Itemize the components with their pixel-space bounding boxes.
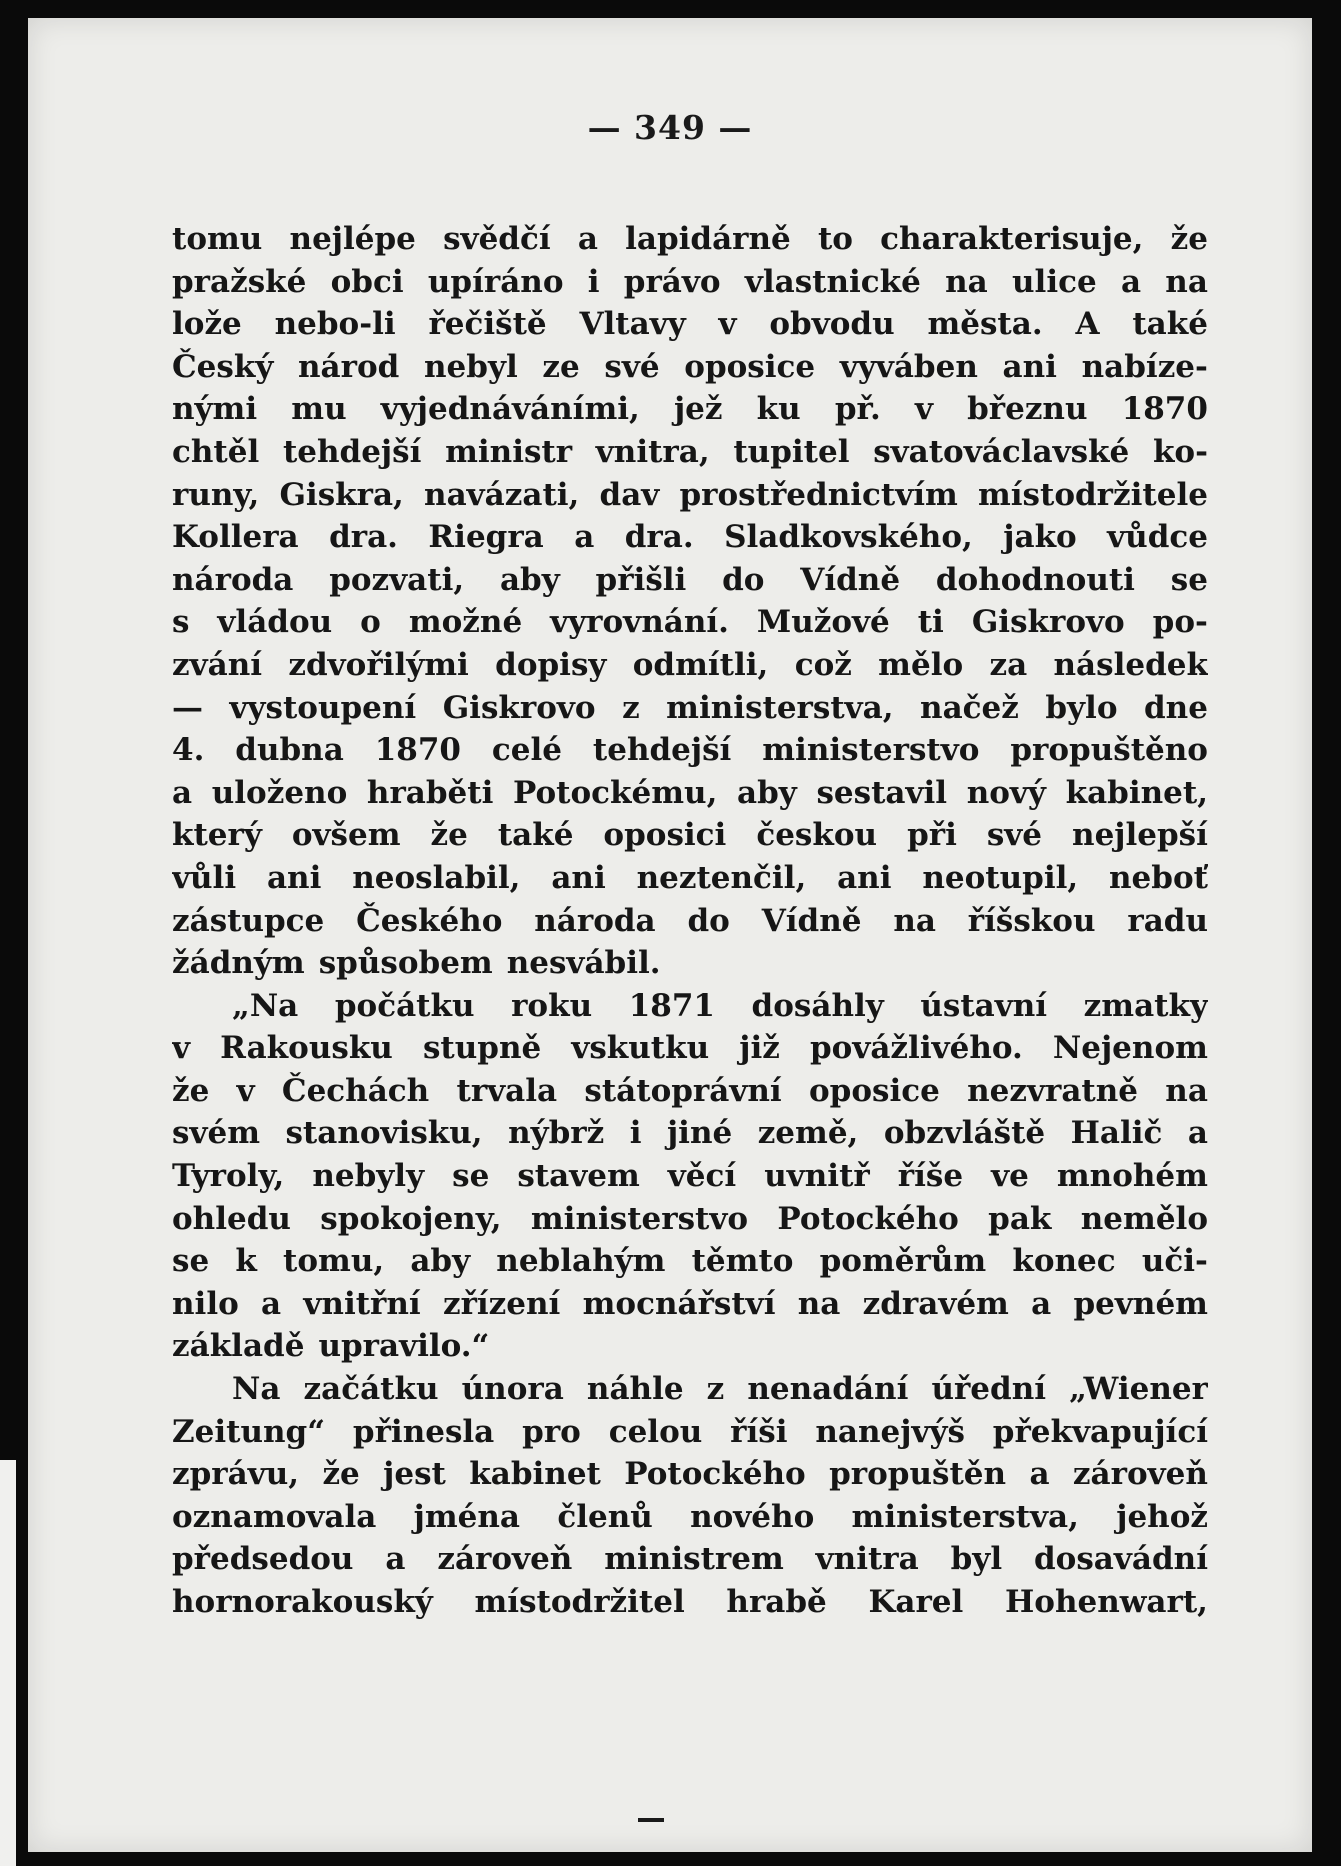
word: neboť (1109, 859, 1208, 896)
word: nebyly (312, 1158, 425, 1195)
word: hraběti (366, 774, 494, 811)
word: národa (172, 561, 294, 598)
word: neztenčil, (636, 859, 807, 896)
word: hornorakouský (172, 1584, 433, 1620)
bottom-dash-mark (638, 1818, 664, 1822)
word: lože (172, 306, 242, 343)
word: zprávu, (172, 1456, 300, 1493)
word: ani (1002, 348, 1057, 385)
word: věcí (667, 1158, 737, 1195)
word: ministerstvo (530, 1200, 749, 1237)
word: tehdejší (592, 732, 732, 769)
word: vlastnické (744, 263, 921, 300)
page-number: — 349 — (587, 108, 753, 147)
word: Potockého (624, 1456, 806, 1493)
word: nými (172, 391, 258, 428)
word: o (360, 604, 381, 641)
word: Tyroly, (172, 1158, 285, 1195)
word: členů (557, 1498, 653, 1535)
word: země, (757, 1115, 859, 1152)
word: který (172, 817, 262, 854)
word: následek (1053, 646, 1208, 683)
word: březnu (967, 391, 1088, 428)
word: chtěl (172, 433, 260, 470)
word: s (172, 604, 190, 641)
word: ústavní (920, 987, 1048, 1024)
word: jest (383, 1456, 446, 1493)
word: nový (966, 774, 1046, 811)
word: za (989, 646, 1028, 683)
text-line (172, 303, 1208, 346)
word: dopisy (495, 646, 607, 683)
word: hrabě (726, 1584, 827, 1620)
text-line (172, 1283, 1208, 1326)
word: ministerstva, (851, 1498, 1079, 1535)
text-line (172, 1027, 1208, 1070)
text-line (172, 857, 1208, 900)
text-line (172, 985, 1208, 1028)
word: ministr (445, 433, 573, 470)
word: že (172, 1072, 210, 1109)
word: že (1170, 221, 1208, 257)
word: spokojeny, (320, 1200, 502, 1237)
word: Halič (1070, 1115, 1163, 1152)
word: zřízení (442, 1285, 561, 1322)
word: na (945, 263, 988, 300)
word: v (718, 306, 737, 343)
word: nezvratně (967, 1072, 1138, 1109)
word: př. (834, 391, 881, 428)
word: 4. (172, 732, 205, 769)
word: neoslabil, (352, 859, 521, 896)
word: Giskrovo (442, 689, 596, 726)
word: ku (756, 391, 801, 428)
word: státoprávní (584, 1072, 782, 1109)
text-line (172, 644, 1208, 687)
word: kabinet, (1065, 774, 1208, 811)
word: a (577, 221, 598, 257)
text-line (172, 1112, 1208, 1155)
word: vnitra (815, 1541, 919, 1578)
word: povážlivého. (809, 1030, 1023, 1067)
word: Zeitung“ (172, 1413, 326, 1450)
word: při (907, 817, 957, 854)
word: začátku (303, 1371, 439, 1408)
word: spůsobem (318, 945, 493, 982)
word: vyjednáváními, (380, 391, 640, 428)
word: zmatky (1083, 987, 1208, 1024)
word: Vídně (761, 902, 862, 939)
word: „Na (232, 987, 299, 1024)
word: jehož (1116, 1498, 1208, 1535)
word: z (706, 1371, 725, 1408)
text-line (172, 1496, 1208, 1539)
word: říši (730, 1413, 788, 1450)
word: zároveň (1072, 1456, 1208, 1493)
word: právo (623, 263, 721, 300)
word: upíráno (427, 263, 564, 300)
word: dra. (624, 519, 694, 556)
word: vnitřní (303, 1285, 421, 1322)
word: zvání (172, 646, 263, 683)
word: nesvábil. (506, 945, 661, 982)
word: Český (172, 348, 274, 385)
word: přinesla (352, 1413, 495, 1450)
word: vystoupení (229, 689, 417, 726)
word: ani (266, 859, 322, 896)
word: nabíze- (1081, 348, 1208, 385)
word: tupitel (733, 433, 850, 470)
word: národ (298, 348, 400, 385)
word: dubna (235, 732, 344, 769)
word: řečiště (428, 306, 547, 343)
text-line (172, 388, 1208, 431)
text-line (172, 1198, 1208, 1241)
word: dosavádní (1033, 1541, 1208, 1578)
word: Potockému, (513, 774, 718, 811)
word: mu (291, 391, 347, 428)
word: obci (330, 263, 404, 300)
text-line (172, 218, 1208, 261)
word: vskutku (571, 1030, 710, 1067)
word: uči- (1141, 1243, 1208, 1280)
word: vůdce (1107, 519, 1208, 556)
word: ulice (1012, 263, 1097, 300)
word: Čechách (281, 1072, 430, 1109)
text-line (172, 1240, 1208, 1283)
word: celou (608, 1413, 703, 1450)
word: oposice (808, 1072, 940, 1109)
word: — (172, 689, 203, 726)
word: překvapující (992, 1413, 1208, 1450)
word: a (385, 1541, 406, 1578)
word: Karel (868, 1584, 964, 1620)
word: navázati, (424, 476, 580, 513)
word: neotupil, (922, 859, 1079, 896)
word: zdravém (862, 1285, 1009, 1322)
text-line (172, 261, 1208, 304)
word: ovšem (291, 817, 401, 854)
word: trvala (456, 1072, 558, 1109)
word: základě (172, 1328, 305, 1365)
word: Riegra (428, 519, 544, 556)
word: radu (1127, 902, 1208, 939)
word: Potockého (777, 1200, 959, 1237)
word: tehdejší (282, 433, 422, 470)
word: a (1029, 1456, 1050, 1493)
word: nejlepší (1072, 817, 1208, 854)
word: aby (499, 561, 560, 598)
word: uvnitř (764, 1158, 870, 1195)
word: národa (534, 902, 656, 939)
word: a (574, 519, 595, 556)
word: nenadání (747, 1371, 909, 1408)
word: vnitra, (595, 433, 710, 470)
word: a (1031, 1285, 1052, 1322)
word: že (322, 1456, 360, 1493)
word: dav (599, 476, 660, 513)
word: na (893, 902, 936, 939)
word: pražské (172, 263, 307, 300)
word: i (629, 1115, 642, 1152)
word: Giskra, (279, 476, 404, 513)
word: tomu (172, 221, 263, 257)
word: na (1165, 1072, 1208, 1109)
word: Vltavy (579, 306, 686, 343)
word: stavem (517, 1158, 640, 1195)
word: aby (410, 1243, 471, 1280)
word: vyváben (839, 348, 978, 385)
word: Giskrovo (971, 604, 1125, 641)
word: Mužové (756, 604, 890, 641)
word: odmítli, (632, 646, 769, 683)
word: runy, (172, 476, 260, 513)
word: což (794, 646, 852, 683)
word: sestavil (816, 774, 948, 811)
word: nanejvýš (815, 1413, 965, 1450)
word: oposici (603, 817, 727, 854)
word: jež (673, 391, 723, 428)
word: místodržitele (977, 476, 1208, 513)
word: zdvořilými (288, 646, 469, 683)
word: jména (413, 1498, 521, 1535)
word: také (1132, 306, 1208, 343)
word: načež (920, 689, 1019, 726)
word: mocnářství (582, 1285, 776, 1322)
word: charakterisuje, (880, 221, 1144, 257)
word: Vídně (800, 561, 901, 598)
word: svém (172, 1115, 260, 1152)
word: z (622, 689, 640, 726)
word: pro (522, 1413, 581, 1450)
word: náhle (586, 1371, 684, 1408)
word: českou (756, 817, 878, 854)
word: propuštěn (829, 1456, 1007, 1493)
word: nemělo (1080, 1200, 1208, 1237)
word: to (817, 221, 853, 257)
text-line (172, 729, 1208, 772)
word: poměrům (819, 1243, 987, 1280)
word: Hohenwart, (1004, 1584, 1208, 1620)
binding-edge (0, 1460, 16, 1866)
word: a (172, 774, 193, 811)
word: 1870 (1121, 391, 1208, 428)
word: Rakousku (220, 1030, 393, 1067)
word: února (461, 1371, 564, 1408)
word: vládou (217, 604, 333, 641)
word: nebyl (424, 348, 518, 385)
word: konec (1012, 1243, 1116, 1280)
word: lapidárně (625, 221, 791, 257)
word: bylo (1045, 689, 1118, 726)
word: a (1120, 263, 1142, 300)
word: jiné (666, 1115, 733, 1152)
word: zástupce (172, 902, 325, 939)
text-line (172, 772, 1208, 815)
word: své (986, 817, 1043, 854)
word: roku (511, 987, 593, 1024)
text-line (172, 942, 1208, 985)
word: nejlépe (289, 221, 416, 257)
text-line (172, 559, 1208, 602)
word: ani (837, 859, 892, 896)
body-text (172, 218, 1208, 1624)
word: A (1075, 306, 1100, 343)
word: již (739, 1030, 780, 1067)
book-page (28, 18, 1312, 1852)
word: na (1165, 263, 1208, 300)
word: svědčí (443, 221, 551, 257)
word: ze (542, 348, 580, 385)
word: města. (927, 306, 1043, 343)
word: místodržitel (474, 1584, 685, 1620)
word: obvodu (769, 306, 895, 343)
text-line (172, 1325, 1208, 1368)
word: nového (690, 1498, 815, 1535)
word: prostřednictvím (679, 476, 958, 513)
word: po- (1152, 604, 1208, 641)
word: Nejenom (1052, 1030, 1208, 1067)
word: počátku (334, 987, 475, 1024)
word: obzvláště (883, 1115, 1046, 1152)
word: ko- (1152, 433, 1208, 470)
word: nýbrž (508, 1115, 605, 1152)
word: ministerstvo (762, 732, 980, 769)
word: kabinet (469, 1456, 601, 1493)
word: také (497, 817, 574, 854)
word: a (1187, 1115, 1208, 1152)
word: pevném (1073, 1285, 1208, 1322)
text-line (172, 1581, 1208, 1624)
text-line (172, 431, 1208, 474)
word: se (1170, 561, 1208, 598)
word: ministrem (604, 1541, 784, 1578)
word: pozvati, (329, 561, 465, 598)
word: Na (232, 1371, 281, 1408)
word: i (587, 263, 600, 300)
word: dosáhly (751, 987, 884, 1024)
word: vyrovnání. (550, 604, 729, 641)
word: na (797, 1285, 841, 1322)
text-line (172, 814, 1208, 857)
word: svatováclavské (873, 433, 1130, 470)
word: oposice (684, 348, 816, 385)
word: v (236, 1072, 255, 1109)
word: 1871 (628, 987, 715, 1024)
word: nilo (172, 1285, 239, 1322)
word: těmto (691, 1243, 794, 1280)
word: do (687, 902, 730, 939)
text-line (172, 346, 1208, 389)
text-line (172, 1453, 1208, 1496)
text-line (172, 1070, 1208, 1113)
word: své (604, 348, 660, 385)
word: říše (897, 1158, 964, 1195)
word: dohodnouti (935, 561, 1135, 598)
word: nebo-li (274, 306, 396, 343)
word: říšskou (967, 902, 1096, 939)
text-line (172, 1155, 1208, 1198)
word: k (235, 1243, 257, 1280)
text-line (172, 1368, 1208, 1411)
text-line (172, 474, 1208, 517)
word: uloženo (211, 774, 348, 811)
word: Českého (356, 902, 503, 939)
word: ve (991, 1158, 1029, 1195)
word: že (430, 817, 468, 854)
text-line (172, 516, 1208, 559)
word: mnohém (1056, 1158, 1208, 1195)
word: aby (737, 774, 797, 811)
word: v (172, 1030, 191, 1067)
text-line (172, 1411, 1208, 1454)
word: byl (950, 1541, 1003, 1578)
word: stanovisku, (285, 1115, 483, 1152)
word: Sladkovského, (724, 519, 973, 556)
word: do (722, 561, 765, 598)
word: ministerstva, (666, 689, 894, 726)
word: dne (1144, 689, 1208, 726)
word: přišli (595, 561, 687, 598)
word: jako (1003, 519, 1077, 556)
word: zároveň (437, 1541, 573, 1578)
word: úřední (931, 1371, 1047, 1408)
word: v (914, 391, 933, 428)
word: tomu, (283, 1243, 385, 1280)
text-line (172, 601, 1208, 644)
word: neblahým (496, 1243, 666, 1280)
word: upravilo.“ (318, 1328, 490, 1365)
word: dra. (329, 519, 398, 556)
word: ani (551, 859, 606, 896)
word: „Wiener (1069, 1371, 1208, 1408)
word: se (452, 1158, 490, 1195)
word: vůli (172, 859, 237, 896)
word: se (172, 1243, 210, 1280)
word: oznamovala (172, 1498, 377, 1535)
text-line (172, 687, 1208, 730)
word: ti (917, 604, 944, 641)
word: možné (408, 604, 523, 641)
word: žádným (172, 945, 305, 982)
word: a (261, 1285, 282, 1322)
word: propuštěno (1010, 732, 1208, 769)
word: ohledu (172, 1200, 291, 1237)
word: celé (491, 732, 562, 769)
word: předsedou (172, 1541, 354, 1578)
word: stupně (422, 1030, 542, 1067)
word: 1870 (374, 732, 461, 769)
word: pak (988, 1200, 1052, 1237)
word: Kollera (172, 519, 299, 556)
text-line (172, 900, 1208, 943)
text-line (172, 1538, 1208, 1581)
word: mělo (878, 646, 964, 683)
